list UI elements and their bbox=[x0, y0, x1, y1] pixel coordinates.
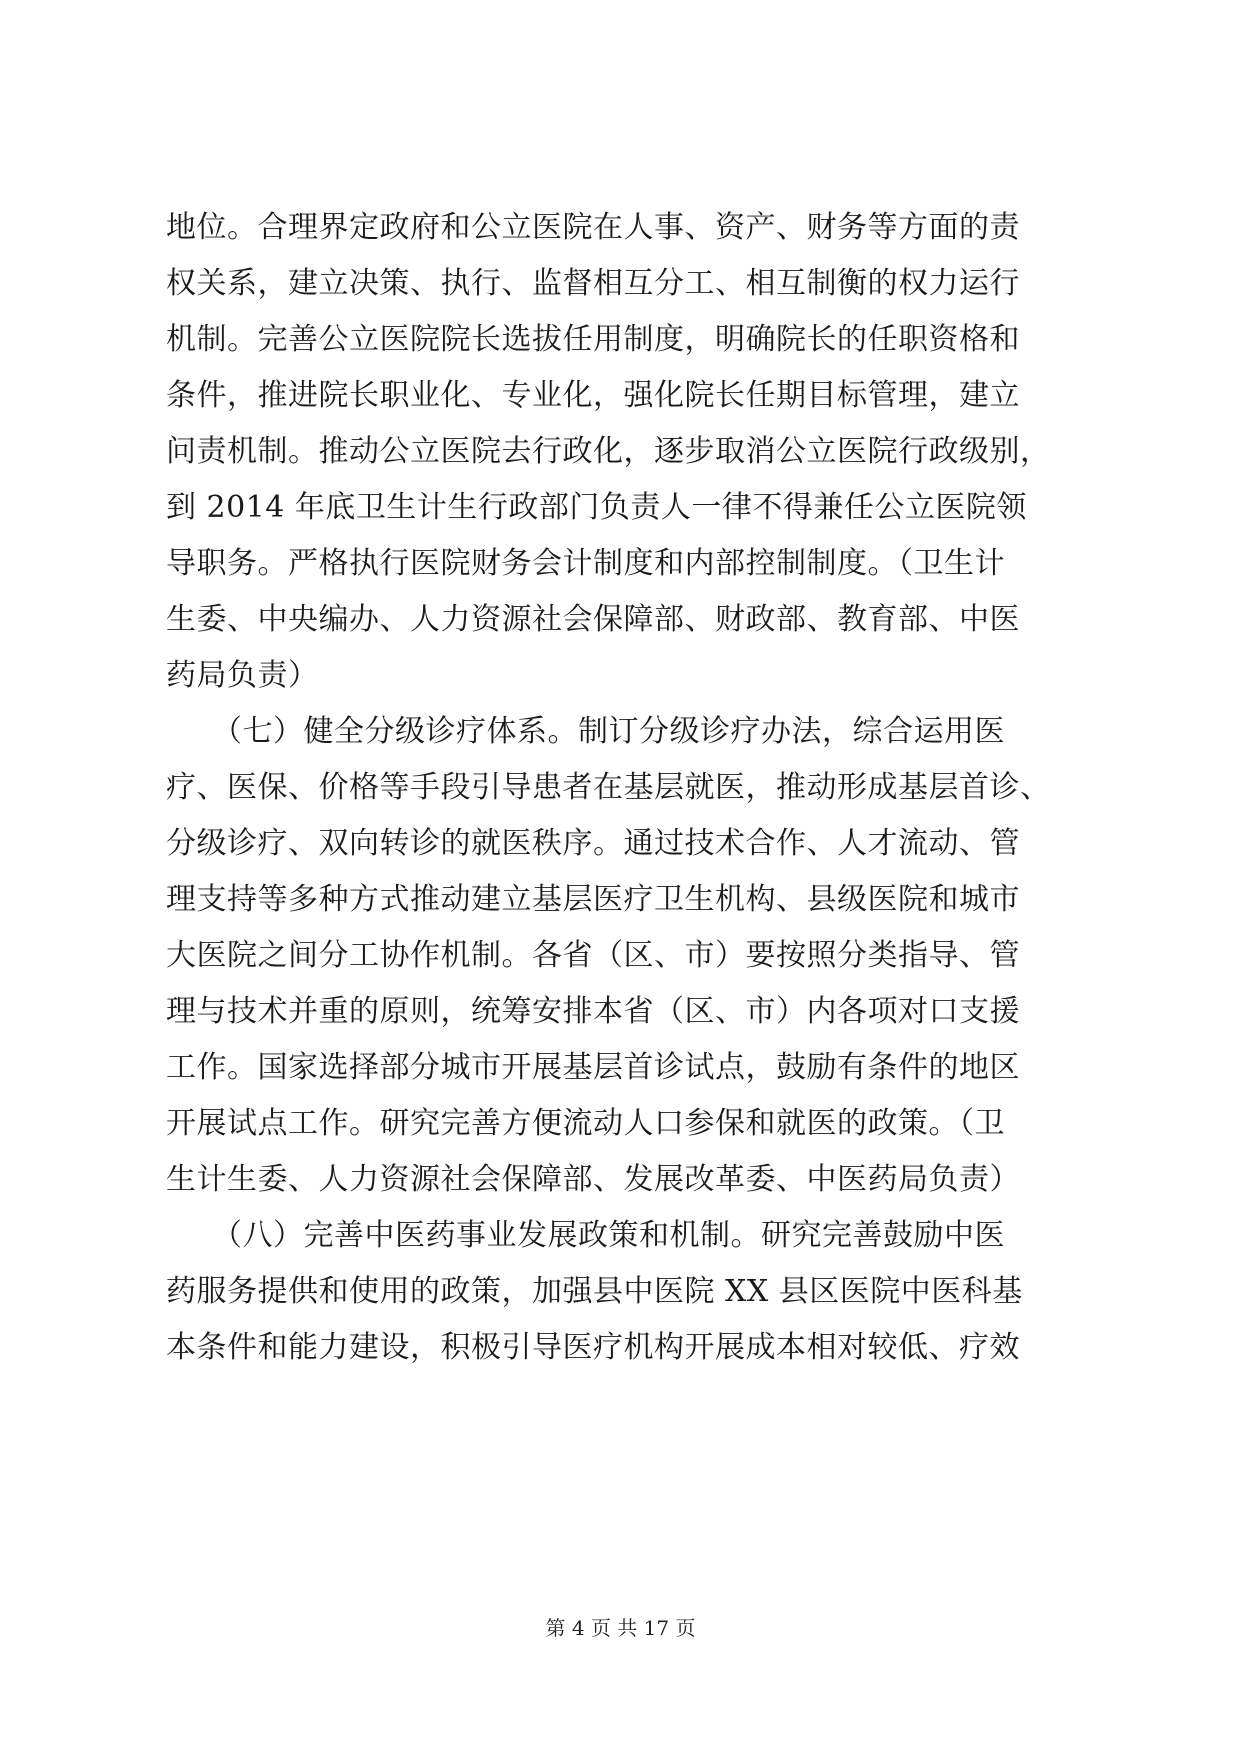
body-text bbox=[166, 200, 1086, 1376]
text-line: 药局负责） bbox=[166, 658, 319, 693]
text-line: 本条件和能力建设，积极引导医疗机构开展成本相对较低、疗效 bbox=[166, 1330, 1020, 1365]
text-line: 开展试点工作。研究完善方便流动人口参保和就医的政策。（卫 bbox=[166, 1106, 1005, 1141]
text-line: 生委、中央编办、人力资源社会保障部、财政部、教育部、中医 bbox=[166, 602, 1020, 637]
text-line: 权关系，建立决策、执行、监督相互分工、相互制衡的权力运行 bbox=[166, 266, 1020, 301]
text-line: 药服务提供和使用的政策，加强县中医院 XX 县区医院中医科基 bbox=[166, 1274, 1023, 1309]
text-line: 大医院之间分工协作机制。各省（区、市）要按照分类指导、管 bbox=[166, 938, 1020, 973]
text-line: 理支持等多种方式推动建立基层医疗卫生机构、县级医院和城市 bbox=[166, 882, 1020, 917]
text-line: 地位。合理界定政府和公立医院在人事、资产、财务等方面的责 bbox=[166, 210, 1020, 245]
text-line: （八）完善中医药事业发展政策和机制。研究完善鼓励中医 bbox=[166, 1218, 1005, 1253]
text-line: 分级诊疗、双向转诊的就医秩序。通过技术合作、人才流动、管 bbox=[166, 826, 1020, 861]
text-line: 问责机制。推动公立医院去行政化，逐步取消公立医院行政级别， bbox=[166, 434, 1051, 469]
page-footer: 第 4 页 共 17 页 bbox=[545, 1616, 696, 1640]
text-line: 导职务。严格执行医院财务会计制度和内部控制制度。（卫生计 bbox=[166, 546, 1005, 581]
text-line: 工作。国家选择部分城市开展基层首诊试点，鼓励有条件的地区 bbox=[166, 1050, 1020, 1085]
text-line: 理与技术并重的原则，统筹安排本省（区、市）内各项对口支援 bbox=[166, 994, 1020, 1029]
text-line: 机制。完善公立医院院长选拔任用制度，明确院长的任职资格和 bbox=[166, 322, 1020, 357]
text-line: （七）健全分级诊疗体系。制订分级诊疗办法，综合运用医 bbox=[166, 714, 1005, 749]
text-line: 到 2014 年底卫生计生行政部门负责人一律不得兼任公立医院领 bbox=[166, 490, 1027, 525]
text-line: 生计生委、人力资源社会保障部、发展改革委、中医药局负责） bbox=[166, 1162, 1020, 1197]
text-line: 疗、医保、价格等手段引导患者在基层就医，推动形成基层首诊、 bbox=[166, 770, 1051, 805]
text-line: 条件，推进院长职业化、专业化，强化院长任期目标管理，建立 bbox=[166, 378, 1020, 413]
